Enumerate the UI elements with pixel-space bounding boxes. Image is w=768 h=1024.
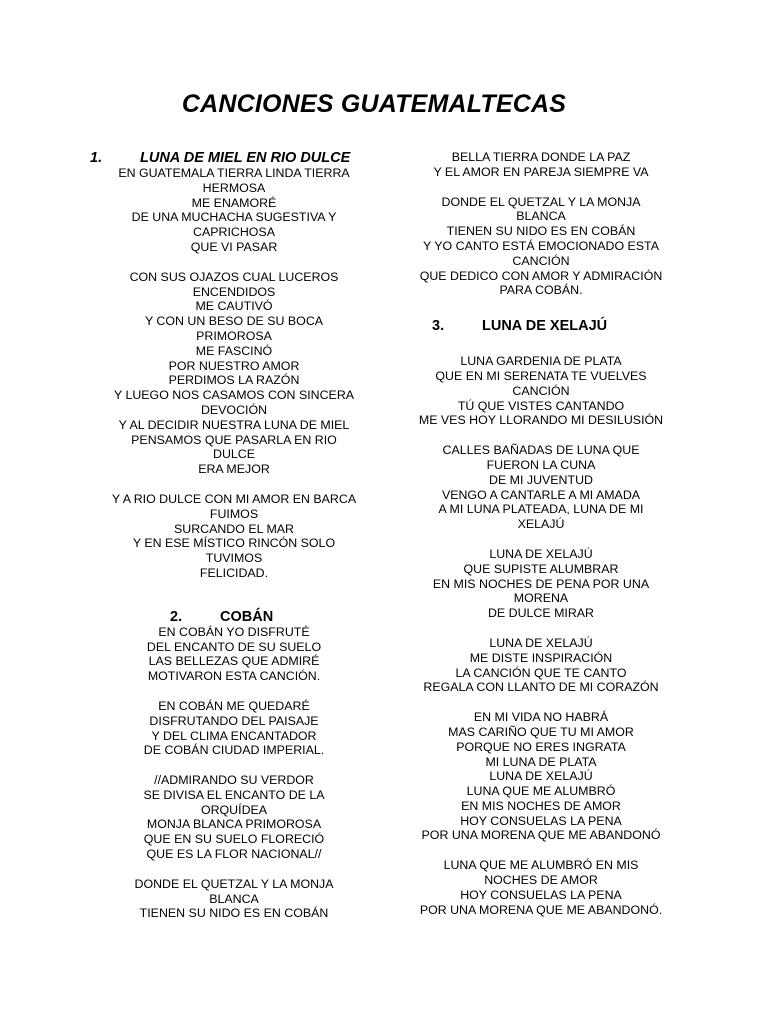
lyric-line: HOY CONSUELAS LA PENA bbox=[460, 887, 622, 902]
lyric-line: Y EL AMOR EN PAREJA SIEMPRE VA bbox=[433, 164, 649, 179]
lyric-line: DISFRUTANDO DEL PAISAJE bbox=[149, 713, 319, 728]
song-number: 2. bbox=[170, 608, 183, 625]
lyric-line: TIENEN SU NIDO ES EN COBÁN bbox=[446, 224, 636, 239]
lyric-line: FUIMOS bbox=[209, 506, 259, 521]
verse bbox=[90, 773, 378, 862]
lyric-line: EN COBÁN ME QUEDARÉ bbox=[158, 698, 310, 713]
lyric-line: DONDE EL QUETZAL Y LA MONJA bbox=[441, 194, 641, 209]
lyric-line: POR NUESTRO AMOR bbox=[168, 358, 300, 373]
lyric-line: HERMOSA bbox=[202, 180, 266, 195]
lyric-line: ME VES HOY LLORANDO MI DESILUSIÓN bbox=[418, 413, 664, 428]
verse bbox=[90, 699, 378, 758]
lyric-line: DE UNA MUCHACHA SUGESTIVA Y bbox=[131, 210, 337, 225]
lyric-line: QUE EN MI SERENATA TE VUELVES bbox=[435, 368, 647, 383]
verse bbox=[90, 166, 378, 255]
verse bbox=[400, 547, 682, 621]
lyric-line: MONJA BLANCA PRIMOROSA bbox=[146, 817, 322, 832]
lyric-line: ME DISTE INSPIRACIÓN bbox=[469, 650, 613, 665]
lyric-line: ME FASCINÓ bbox=[195, 343, 273, 358]
lyric-line: Y DEL CLIMA ENCANTADOR bbox=[151, 728, 317, 743]
lyric-line: MAS CARIÑO QUE TU MI AMOR bbox=[448, 724, 634, 739]
song-heading-3 bbox=[400, 318, 682, 334]
lyric-line: BLANCA bbox=[516, 209, 566, 224]
lyric-line: XELAJÚ bbox=[517, 517, 565, 532]
lyric-line: ME CAUTIVÓ bbox=[195, 299, 273, 314]
lyric-line: EN MIS NOCHES DE PENA POR UNA bbox=[432, 576, 650, 591]
lyric-line: NOCHES DE AMOR bbox=[484, 873, 598, 888]
lyric-line: Y LUEGO NOS CASAMOS CON SINCERA bbox=[113, 388, 355, 403]
song-heading-1 bbox=[90, 150, 378, 166]
lyric-line: MOTIVARON ESTA CANCIÓN. bbox=[147, 669, 321, 684]
lyric-line: EN MIS NOCHES DE AMOR bbox=[461, 798, 621, 813]
lyric-line: SURCANDO EL MAR bbox=[173, 521, 295, 536]
verse bbox=[400, 858, 682, 917]
lyric-line: LA CANCIÓN QUE TE CANTO bbox=[455, 665, 627, 680]
lyric-line: QUE VI PASAR bbox=[190, 239, 278, 254]
lyric-line: EN MI VIDA NO HABRÁ bbox=[473, 710, 609, 725]
lyric-line: DULCE bbox=[213, 447, 255, 462]
lyric-line: DE MI JUVENTUD bbox=[489, 472, 593, 487]
lyric-line: DONDE EL QUETZAL Y LA MONJA bbox=[134, 876, 334, 891]
lyric-line: LUNA QUE ME ALUMBRÓ EN MIS bbox=[443, 858, 639, 873]
lyric-line: DEVOCIÓN bbox=[200, 402, 268, 417]
lyric-line: Y EN ESE MÍSTICO RINCÓN SOLO bbox=[132, 536, 336, 551]
lyric-line: FELICIDAD. bbox=[199, 565, 269, 580]
lyric-line: QUE SUPISTE ALUMBRAR bbox=[463, 561, 619, 576]
lyric-line: BLANCA bbox=[209, 891, 259, 906]
lyric-line: A MI LUNA PLATEADA, LUNA DE MI bbox=[438, 502, 644, 517]
verse bbox=[400, 150, 682, 180]
verse bbox=[90, 877, 378, 921]
lyric-line: LUNA GARDENIA DE PLATA bbox=[460, 354, 622, 369]
song-number: 3. bbox=[432, 318, 445, 335]
lyric-line: LAS BELLEZAS QUE ADMIRÉ bbox=[148, 654, 320, 669]
lyric-line: Y AL DECIDIR NUESTRA LUNA DE MIEL bbox=[118, 417, 350, 432]
lyric-line: //ADMIRANDO SU VERDOR bbox=[154, 773, 314, 788]
lyric-line: ME ENAMORÉ bbox=[191, 195, 277, 210]
verse bbox=[400, 195, 682, 299]
lyric-line: PORQUE NO ERES INGRATA bbox=[456, 739, 626, 754]
lyric-line: QUE ES LA FLOR NACIONAL// bbox=[146, 847, 322, 862]
lyric-line: POR UNA MORENA QUE ME ABANDONÓ. bbox=[419, 902, 663, 917]
lyric-line: Y YO CANTO ESTÁ EMOCIONADO ESTA bbox=[423, 238, 659, 253]
verse bbox=[90, 492, 378, 581]
lyric-line: QUE EN SU SUELO FLORECIÓ bbox=[143, 832, 325, 847]
lyric-line: ORQUÍDEA bbox=[200, 802, 268, 817]
lyric-line: CON SUS OJAZOS CUAL LUCEROS bbox=[129, 269, 339, 284]
lyric-line: LUNA DE XELAJÚ bbox=[489, 546, 593, 561]
song-title: COBÁN bbox=[220, 608, 274, 625]
song-number: 1. bbox=[90, 150, 103, 166]
lyric-line: FUERON LA CUNA bbox=[486, 457, 596, 472]
lyric-line: DE DULCE MIRAR bbox=[487, 606, 595, 621]
lyric-line: DE COBÁN CIUDAD IMPERIAL. bbox=[143, 743, 325, 758]
right-column bbox=[400, 150, 682, 917]
lyric-line: EN COBÁN YO DISFRUTÉ bbox=[158, 624, 310, 639]
song-title: LUNA DE XELAJÚ bbox=[482, 318, 608, 335]
lyric-line: CAPRICHOSA bbox=[193, 225, 275, 240]
lyric-line: VENGO A CANTARLE A MI AMADA bbox=[441, 487, 641, 502]
lyric-line: CALLES BAÑADAS DE LUNA QUE bbox=[442, 443, 640, 458]
lyric-line: PERDIMOS LA RAZÓN bbox=[168, 373, 300, 388]
verse bbox=[400, 354, 682, 428]
lyric-line: Y A RIO DULCE CON MI AMOR EN BARCA bbox=[111, 491, 357, 506]
lyric-line: DEL ENCANTO DE SU SUELO bbox=[146, 639, 322, 654]
lyric-line: MI LUNA DE PLATA bbox=[485, 754, 597, 769]
lyric-line: MORENA bbox=[513, 591, 569, 606]
lyric-line: CANCIÓN bbox=[512, 383, 570, 398]
lyric-line: PRIMOROSA bbox=[196, 328, 272, 343]
song-title: LUNA DE MIEL EN RIO DULCE bbox=[140, 150, 351, 166]
left-column bbox=[90, 150, 378, 921]
lyric-line: Y CON UN BESO DE SU BOCA bbox=[144, 314, 324, 329]
verse bbox=[400, 710, 682, 843]
lyric-line: TUVIMOS bbox=[205, 551, 263, 566]
lyric-line: BELLA TIERRA DONDE LA PAZ bbox=[451, 150, 631, 164]
lyric-line: PARA COBÁN. bbox=[499, 283, 583, 298]
lyric-line: HOY CONSUELAS LA PENA bbox=[460, 813, 622, 828]
page-title: CANCIONES GUATEMALTECAS bbox=[181, 90, 567, 118]
lyric-line: TIENEN SU NIDO ES EN COBÁN bbox=[139, 906, 329, 921]
lyric-line: PENSAMOS QUE PASARLA EN RIO bbox=[131, 432, 337, 447]
verse bbox=[90, 270, 378, 477]
lyric-line: POR UNA MORENA QUE ME ABANDONÓ bbox=[421, 828, 661, 843]
lyric-line: ERA MEJOR bbox=[198, 462, 270, 477]
lyric-line: EN GUATEMALA TIERRA LINDA TIERRA bbox=[118, 166, 350, 180]
verse bbox=[90, 625, 378, 684]
lyric-line: CANCIÓN bbox=[512, 253, 570, 268]
lyric-line: QUE DEDICO CON AMOR Y ADMIRACIÓN bbox=[419, 268, 663, 283]
verse bbox=[400, 443, 682, 532]
lyric-line: LUNA QUE ME ALUMBRÓ bbox=[466, 784, 616, 799]
lyric-line: LUNA DE XELAJÚ bbox=[489, 635, 593, 650]
song-heading-2 bbox=[90, 609, 378, 625]
verse bbox=[400, 636, 682, 695]
lyric-line: LUNA DE XELAJÚ bbox=[489, 769, 593, 784]
lyric-line: ENCENDIDOS bbox=[192, 284, 276, 299]
lyric-line: SE DIVISA EL ENCANTO DE LA bbox=[143, 787, 325, 802]
lyric-line: TÚ QUE VISTES CANTANDO bbox=[457, 398, 625, 413]
lyric-line: REGALA CON LLANTO DE MI CORAZÓN bbox=[423, 680, 659, 695]
